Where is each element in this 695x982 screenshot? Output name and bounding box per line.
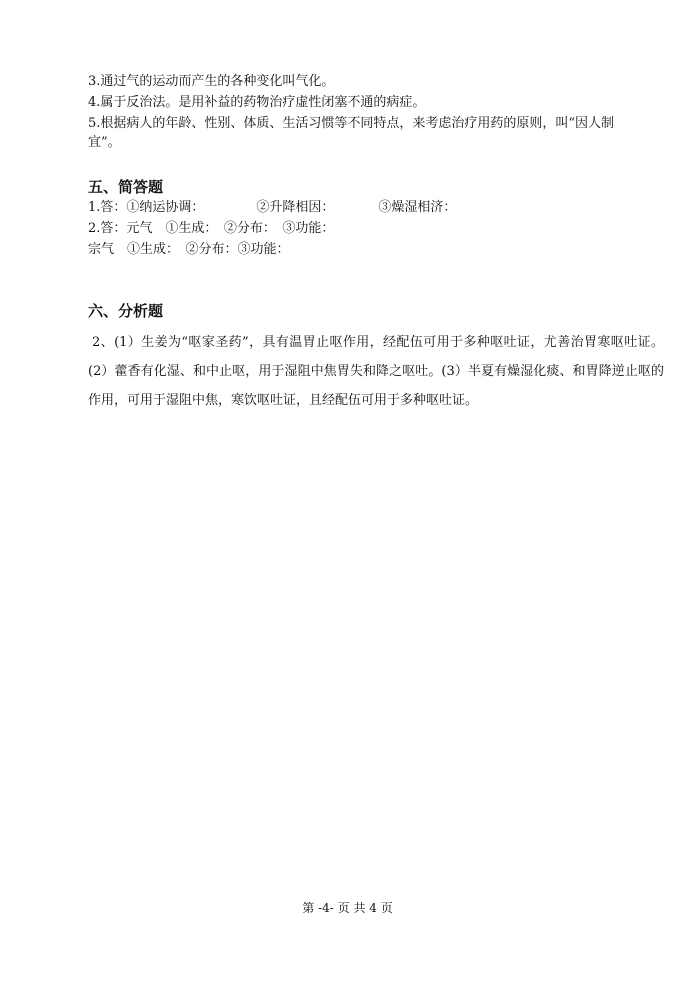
answer-line-3: 3.通过气的运动而产生的各种变化叫气化。 xyxy=(88,74,335,89)
short-answer-1-part-2: ②升降相因： xyxy=(256,200,335,215)
short-answer-1 xyxy=(88,199,663,217)
answer-line-4: 4.属于反治法。是用补益的药物治疗虚性闭塞不通的病症。 xyxy=(88,95,426,110)
answer-line-5: 5.根据病人的年龄、性别、体质、生活习惯等不同特点，来考虑治疗用药的原则，叫“因人制 xyxy=(88,116,615,131)
analysis-answer-paragraph: 2、(1）生姜为“呕家圣药”，具有温胃止呕作用，经配伍可用于多种呕吐证，尤善治胃寒呕吐证。(2）藿香有化湿、和中止呕，用于湿阻中焦胃失和降之呕吐。(3）半夏有燥湿化痰、和胃降逆止呕的作用，可用于湿阻中焦，寒饮呕吐证，且经配伍可用于多种呕吐证。 xyxy=(88,335,664,408)
section-six-heading: 六、分析题 xyxy=(88,302,164,320)
short-answer-1-part-3: ③燥湿相济： xyxy=(378,200,457,215)
section-five-heading: 五、简答题 xyxy=(88,178,164,196)
short-answer-2: 2.答：元气 ①生成： ②分布： ③功能： xyxy=(88,221,335,236)
answer-line-5-continued: 宜”。 xyxy=(88,135,121,150)
short-answer-1-part-1: 1.答：①纳运协调： xyxy=(88,200,205,215)
page-footer: 第 -4- 页 共 4 页 xyxy=(302,901,393,915)
short-answer-2-zongqi: 宗气 ①生成： ②分布：③功能： xyxy=(88,242,290,257)
